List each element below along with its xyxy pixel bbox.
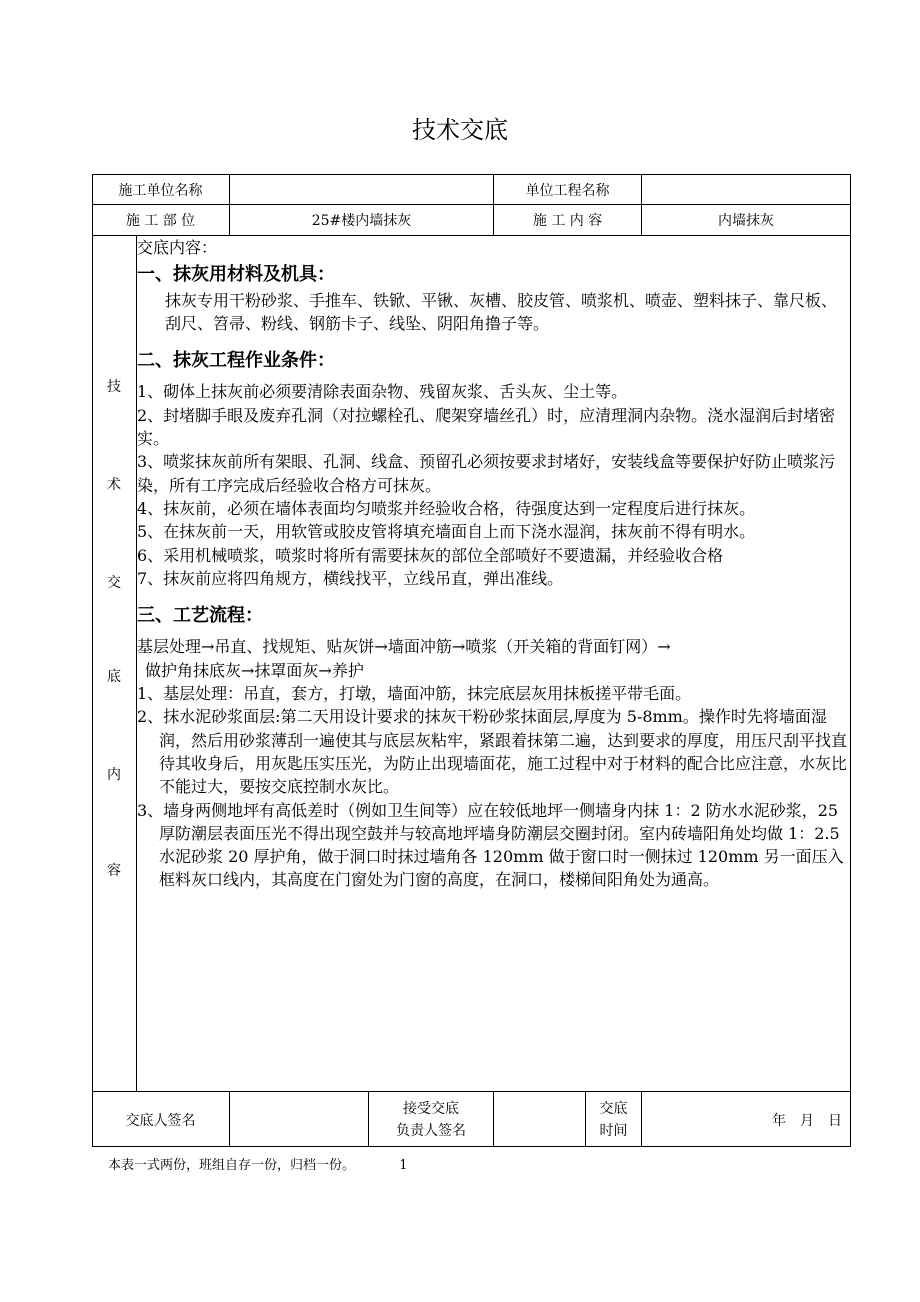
project-name-field[interactable] [642, 175, 850, 204]
unit-name-label: 施工单位名称 [118, 182, 203, 199]
construction-part-label: 施 工 部 位 [125, 213, 196, 229]
project-name-label: 单位工程名称 [525, 182, 610, 199]
disclosure-content [137, 236, 849, 892]
side-label-char: 底 [107, 669, 121, 685]
receiver-label-line: 负责人签名 [396, 1122, 466, 1139]
list-item: 1、砌体上抹灰前必须要清除表面杂物、残留灰浆、舌头灰、尘土等。 [137, 382, 628, 402]
process-flow: 做护角抹底灰→抹罩面灰→养护 [145, 660, 364, 680]
time-label-line: 时间 [599, 1122, 628, 1139]
section-heading: 二、抹灰工程作业条件： [137, 350, 335, 372]
list-item: 6、采用机械喷浆，喷浆时将所有需要抹灰的部位全部喷好不要遗漏，并经验收合格 [137, 545, 724, 565]
disclosure-time-label [586, 1092, 641, 1147]
list-item: 3、喷浆抹灰前所有架眼、孔洞、线盒、预留孔必须按要求封堵好，安装线盒等要保护好防止喷浆污染，所有工序完成后经验收合格方可抹灰。 [137, 452, 836, 495]
side-label-char: 技 [107, 379, 121, 395]
receiver-label-line: 接受交底 [403, 1100, 459, 1117]
section-heading: 一、抹灰用材料及机具： [137, 264, 335, 286]
list-item: 2、封堵脚手眼及废弃孔洞（对拉螺栓孔、爬架穿墙丝孔）时，应清理洞内杂物。浇水湿润后封堵密实。 [137, 405, 836, 449]
side-label-char: 术 [107, 477, 121, 493]
time-label-line: 交底 [599, 1100, 628, 1117]
side-label-char: 交 [107, 575, 121, 591]
list-item: 4、抹灰前，必须在墙体表面均匀喷浆并经验收合格，待强度达到一定程度后进行抹灰。 [137, 498, 756, 518]
receiver-signature-label [369, 1092, 493, 1147]
page-number: 1 [399, 1158, 408, 1173]
side-label-char: 内 [107, 767, 121, 783]
section-paragraph: 抹灰专用干粉砂浆、手推车、铁锨、平锹、灰槽、胶皮管、喷浆机、喷壶、塑料抹子、靠尺板、刮尺、笤帚、粉线、钢筋卡子、线坠、阴阳角撸子等。 [165, 290, 838, 333]
side-label-char: 容 [107, 863, 121, 879]
list-item: 1、基层处理：吊直，套方，打墩，墙面冲筋，抹完底层灰用抹板搓平带毛面。 [137, 684, 692, 704]
process-flow: 基层处理→吊直、找规矩、贴灰饼→墙面冲筋→喷浆（开关箱的背面钉网）→ [137, 637, 671, 657]
receiver-signature-field[interactable] [494, 1092, 585, 1147]
list-item: 7、抹灰前应将四角规方，横线找平，立线吊直，弹出准线。 [137, 568, 564, 588]
unit-name-field[interactable] [230, 175, 493, 204]
list-item: 2、抹水泥砂浆面层:第二天用设计要求的抹灰干粉砂浆抹面层,厚度为 5-8mm。操作时先将墙面湿润，然后用砂浆薄刮一遍使其与底层灰粘牢，紧跟着抹第二遍，达到要求的厚度，用压尺刮平找直待其收身后，用灰匙压实压光，为防止出现墙面花，施工过程中对于材料的配合比应注意，水灰比不能过大，要按交底控制水灰比。 [137, 707, 848, 797]
page-title: 技术交底 [412, 116, 508, 144]
submitter-signature-label: 交底人签名 [125, 1112, 196, 1129]
submitter-signature-field[interactable] [230, 1092, 368, 1147]
list-item: 5、在抹灰前一天，用软管或胶皮管将填充墙面自上而下浇水湿润，抹灰前不得有明水。 [137, 522, 756, 542]
footnote-text: 本表一式两份，班组自存一份，归档一份。 [108, 1158, 356, 1173]
content-intro: 交底内容： [137, 238, 218, 257]
footnote [108, 1154, 408, 1173]
list-item: 3、墙身两侧地坪有高低差时（例如卫生间等）应在较低地坪一侧墙身内抹 1：2 防水水泥砂浆，25 厚防潮层表面压光不得出现空鼓并与较高地坪墙身防潮层交圈封闭。室内砖墙阳角处均做 1：2.5 水泥砂浆 20 厚护角，做于洞口时抹过墙角各 120mm 做于窗口时一侧抹过 120mm 另一面压入框料灰口线内，其高度在门窗处为门窗的高度，在洞口，楼梯间阳角处为通高。 [137, 800, 844, 890]
date-field[interactable]: 年 月 日 [772, 1112, 842, 1129]
construction-content-value: 内墙抹灰 [718, 213, 774, 229]
construction-content-label: 施 工 内 容 [532, 213, 603, 229]
construction-part-value: 25#楼内墙抹灰 [311, 213, 412, 229]
section-heading: 三、工艺流程： [137, 605, 263, 627]
